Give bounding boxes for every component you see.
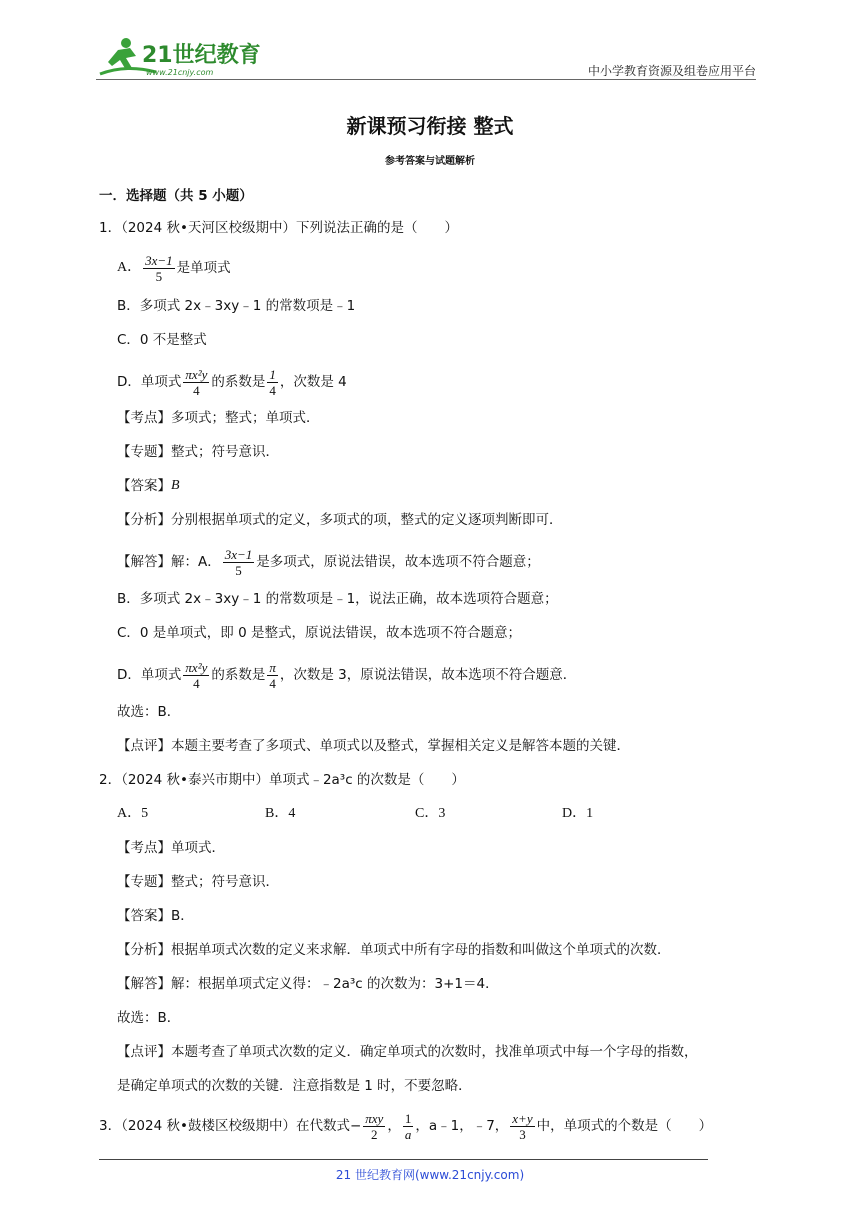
q1-option-a: A． $\frac{3x-1}{5}$ 是单项式 [117, 252, 231, 284]
q1-stem: 1．（2024 秋•天河区校级期中）下列说法正确的是（ ） [99, 220, 458, 236]
q1-zhuanti: 【专题】整式；符号意识． [117, 444, 279, 460]
q2-stem: 2．（2024 秋•泰兴市期中）单项式﹣2a³c 的次数是（ ） [99, 772, 465, 788]
q1-kaodian: 【考点】多项式；整式；单项式． [117, 410, 320, 426]
logo-url: www.21cnjy.com [146, 68, 214, 77]
footer-divider [99, 1159, 708, 1160]
q3-stem: 3．（2024 秋•鼓楼区校级期中）在代数式− $\frac{\text{πxy}}{2}$ ， $\frac{1}{a}$ ，a﹣1，﹣7， $\frac{x+y}{3}$ 中，单项式的个数是（ ） [99, 1110, 713, 1142]
q1-solution-a: 【解答】解：A． $\frac{3x-1}{5}$ 是多项式，原说法错误，故本选项不符合题意； [117, 546, 540, 578]
logo-text: 21世纪教育 [142, 43, 261, 68]
q2-options [117, 802, 677, 826]
q1-option-d: D．单项式 $\frac{\text{πx²y}}{4}$ 的系数是 $\frac{1}{4}$ ，次数是 4 [117, 366, 347, 398]
q2-answer: 【答案】B． [117, 908, 194, 924]
q1-solution-d: D．单项式 $\frac{\text{πx²y}}{4}$ 的系数是 $\frac{\pi}{4}$ ，次数是 3，原说法错误，故本选项不符合题意． [117, 659, 577, 691]
q1-option-c: C．0 不是整式 [117, 332, 207, 348]
q2-analysis: 【分析】根据单项式次数的定义来求解．单项式中所有字母的指数和叫做这个单项式的次数． [117, 942, 671, 958]
q1-answer: 【答案】 B [117, 478, 180, 494]
page-subtitle: 参考答案与试题解析 [385, 156, 475, 167]
q1-analysis: 【分析】分别根据单项式的定义，多项式的项，整式的定义逐项判断即可． [117, 512, 563, 528]
q2-zhuanti: 【专题】整式；符号意识． [117, 874, 279, 890]
q1-solution-b: B．多项式 2x﹣3xy﹣1 的常数项是﹣1，说法正确，故本选项符合题意； [117, 591, 558, 607]
q2-comment-line1: 【点评】本题考查了单项式次数的定义．确定单项式的次数时，找准单项式中每一个字母的指数， [117, 1044, 698, 1060]
q2-solution: 【解答】解：根据单项式定义得：﹣2a³c 的次数为：3+1＝4． [117, 976, 499, 992]
q2-option-c: C．3 [415, 806, 446, 821]
q1-option-b: B．多项式 2x﹣3xy﹣1 的常数项是﹣1 [117, 298, 356, 314]
site-logo [96, 34, 266, 78]
header-divider [96, 79, 756, 80]
q2-comment-line2: 是确定单项式的次数的关键．注意指数是 1 时，不要忽略． [117, 1078, 472, 1094]
q2-kaodian: 【考点】单项式． [117, 840, 225, 856]
footer-link[interactable]: 21 世纪教育网(www.21cnjy.com) [335, 1168, 525, 1182]
q2-option-b: B．4 [265, 806, 296, 821]
section-heading: 一．选择题（共 5 小题） [99, 188, 253, 204]
q1-comment: 【点评】本题主要考查了多项式、单项式以及整式，掌握相关定义是解答本题的关键． [117, 738, 630, 754]
q2-option-a: A．5 [117, 806, 149, 821]
q1-choice: 故选：B． [117, 704, 181, 720]
page-title: 新课预习衔接 整式 [346, 114, 514, 138]
q2-option-d: D．1 [562, 806, 594, 821]
header-platform-text: 中小学教育资源及组卷应用平台 [587, 64, 756, 78]
q1-solution-c: C．0 是单项式，即 0 是整式，原说法错误，故本选项不符合题意； [117, 625, 521, 641]
q2-choice: 故选：B． [117, 1010, 181, 1026]
